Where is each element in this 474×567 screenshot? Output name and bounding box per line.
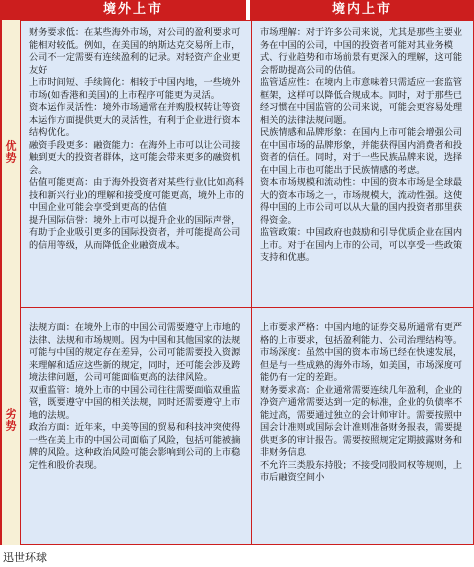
advantages-domestic-text: 市场理解：对于许多公司来说，尤其是那些主要业务在中国的公司，中国的投资者可能对其业务模式、行业趋势和市场前景有更深入的理解，这可能会帮助提高公司的估值。 监管适应性：在境内上市意味着只需适应一套监管框架，这样可以降低合规成本。同时，对于那些已经习惯在中国监管的公司来说，可能会更容易处理相关的法律法规问题。 民族情感和品牌形象：在国内上市可能会增强公司在中国市场的品牌形象，并能获得国内消费者和投资者的信任。同时，对于一些民族品牌来说，选择在中国上市也可能出于民族情感的考虑。 资本市场规模和流动性：中国的资本市场是全球最大的资本市场之一，市场规模大，流动性强。这使得中国的上市公司可以从大量的国内投资者那里获得资金。 监管政策：中国政府也鼓励和引导优质企业在国内上市。对于在国内上市的公司，可以享受一些政策支持和优惠。 [260,27,463,263]
advantages-overseas-text: 财务要求低：在某些海外市场，对公司的盈利要求可能相对较低。例如，在美国的纳斯达克交易所上市，公司不一定需要有连续盈利的记录。对轻资产企业更友好 上市时间短、手续简化：相较于中国内地，一些境外市场(如香港和美国)的上市程序可能更为灵活。 资本运作灵活性：境外市场通常在并购股权转让等资本运作方面提供更大的灵活性，有利于企业进行资本结构优化。 融资手段更多：融资能力：在海外上市可以让公司接触到更大的投资者群体，这可能会带来更多的融资机会。 估值可能更高：由于海外投资者对某些行业(比如高科技和新兴行业)的理解和接受度可能更高，境外上市的中国企业可能会享受到更高的估值 提升国际信誉：境外上市可以提升企业的国际声誉，有助于企业吸引更多的国际投资者，并可能提高公司的信用等级，从而降低企业融资成本。 [29,27,244,251]
disadvantages-overseas-cell [20,307,252,545]
row-label-advantages: 优势 [4,140,17,164]
disadvantages-domestic-cell [251,307,474,545]
header-overseas-listing: 境外上市 [20,0,246,20]
source-watermark: 迅世环球 [3,551,47,564]
row-label-advantages-box [0,20,20,308]
row-label-disadvantages-box [0,308,20,545]
header-domestic-listing: 境内上市 [250,0,474,20]
advantages-domestic-cell [251,20,474,308]
advantages-overseas-cell [20,20,252,308]
header-corner [0,0,20,20]
disadvantages-overseas-text: 法规方面：在境外上市的中国公司需要遵守上市地的法律、法规和市场规则。因为中国和其他国家的法规可能与中国的规定存在差异，公司可能需要投入资源来理解和适应这些新的规定，同时，还可能会涉及跨境法律问题，公司可能面临更高的法律风险。 双重监管：境外上市的中国公司往往需要面临双重监管，既要遵守中国的相关法规，同时还需要遵守上市地的法规。 政治方面：近年来，中美等国的贸易和科技冲突使得一些在美上市的中国公司面临了风险，包括可能被摘牌的风险。这种政治风险可能会影响到公司的上市稳定性和股价表现。 [29,322,241,471]
row-label-disadvantages: 劣势 [4,408,17,432]
disadvantages-domestic-text: 上市要求严格：中国内地的证券交易所通常有更严格的上市要求，包括盈利能力、公司治理结构等。 市场深度：虽然中国的资本市场已经在快速发展，但是与一些成熟的海外市场，如美国，市场深度可能仍有一定的差距。 财务要求高：企业通常需要连续几年盈利，企业的净资产通常需要达到一定的标准，企业的负债率不能过高，需要通过独立的会计师审计。需要按照中国会计准则或国际会计准则准备财务报表，需要提供更多的审计报告。需要按照规定定期披露财务和非财务信息 不允许三类股东持股；不接受同股同权等规则，上市后融资空间小 [260,322,463,483]
